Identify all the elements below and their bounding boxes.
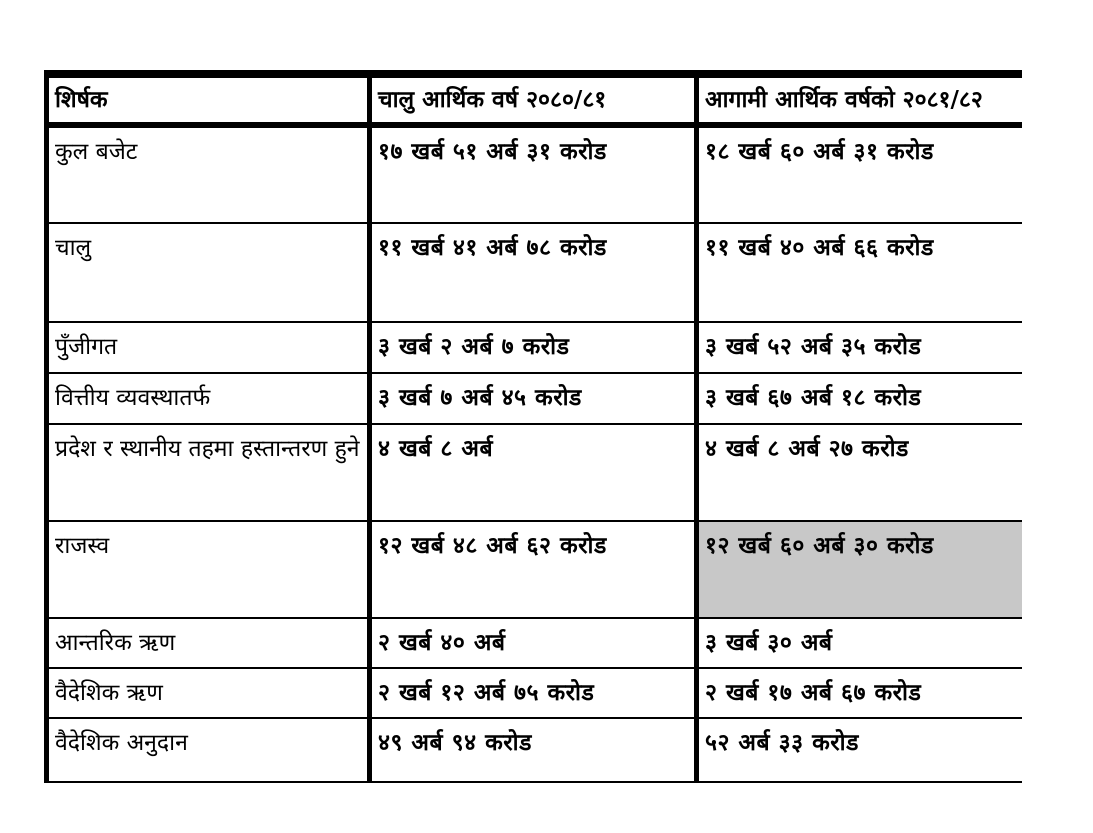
row-label: वित्तीय व्यवस्थातर्फ xyxy=(47,373,370,424)
upcoming-year-value: ४ खर्ब ८ अर्ब २७ करोड xyxy=(697,424,1023,521)
row-label: वैदेशिक ऋण xyxy=(47,668,370,718)
current-year-value: ११ खर्ब ४१ अर्ब ७८ करोड xyxy=(370,223,697,322)
row-label: चालु xyxy=(47,223,370,322)
row-label: प्रदेश र स्थानीय तहमा हस्तान्तरण हुने xyxy=(47,424,370,521)
row-label: राजस्व xyxy=(47,521,370,618)
table-row xyxy=(47,373,1023,424)
upcoming-year-value: २ खर्ब १७ अर्ब ६७ करोड xyxy=(697,668,1023,718)
upcoming-year-value: ३ खर्ब ६७ अर्ब १८ करोड xyxy=(697,373,1023,424)
upcoming-year-value: ३ खर्ब ५२ अर्ब ३५ करोड xyxy=(697,322,1023,373)
table-row xyxy=(47,718,1023,782)
current-year-value: ४९ अर्ब ९४ करोड xyxy=(370,718,697,782)
table-row xyxy=(47,322,1023,373)
current-year-value: ३ खर्ब ७ अर्ब ४५ करोड xyxy=(370,373,697,424)
budget-comparison-table xyxy=(44,70,1022,783)
table-row xyxy=(47,223,1023,322)
current-year-value: १२ खर्ब ४८ अर्ब ६२ करोड xyxy=(370,521,697,618)
row-label: आन्तरिक ऋण xyxy=(47,618,370,668)
header-upcoming-fiscal-year: आगामी आर्थिक वर्षको २०८१/८२ xyxy=(697,74,1023,125)
row-label: वैदेशिक अनुदान xyxy=(47,718,370,782)
row-label: पुँजीगत xyxy=(47,322,370,373)
current-year-value: १७ खर्ब ५१ अर्ब ३१ करोड xyxy=(370,125,697,223)
current-year-value: ३ खर्ब २ अर्ब ७ करोड xyxy=(370,322,697,373)
header-heading: शिर्षक xyxy=(47,74,370,125)
current-year-value: ४ खर्ब ८ अर्ब xyxy=(370,424,697,521)
budget-table-container xyxy=(44,70,1022,833)
table-header-row xyxy=(47,74,1023,125)
upcoming-year-value-highlighted: १२ खर्ब ६० अर्ब ३० करोड xyxy=(697,521,1023,618)
current-year-value: २ खर्ब ४० अर्ब xyxy=(370,618,697,668)
table-row xyxy=(47,125,1023,223)
table-row xyxy=(47,424,1023,521)
upcoming-year-value: ५२ अर्ब ३३ करोड xyxy=(697,718,1023,782)
table-row xyxy=(47,521,1023,618)
upcoming-year-value: ११ खर्ब ४० अर्ब ६६ करोड xyxy=(697,223,1023,322)
upcoming-year-value: १८ खर्ब ६० अर्ब ३१ करोड xyxy=(697,125,1023,223)
upcoming-year-value: ३ खर्ब ३० अर्ब xyxy=(697,618,1023,668)
table-row xyxy=(47,618,1023,668)
current-year-value: २ खर्ब १२ अर्ब ७५ करोड xyxy=(370,668,697,718)
table-row xyxy=(47,668,1023,718)
header-current-fiscal-year: चालु आर्थिक वर्ष २०८०/८१ xyxy=(370,74,697,125)
row-label: कुल बजेट xyxy=(47,125,370,223)
